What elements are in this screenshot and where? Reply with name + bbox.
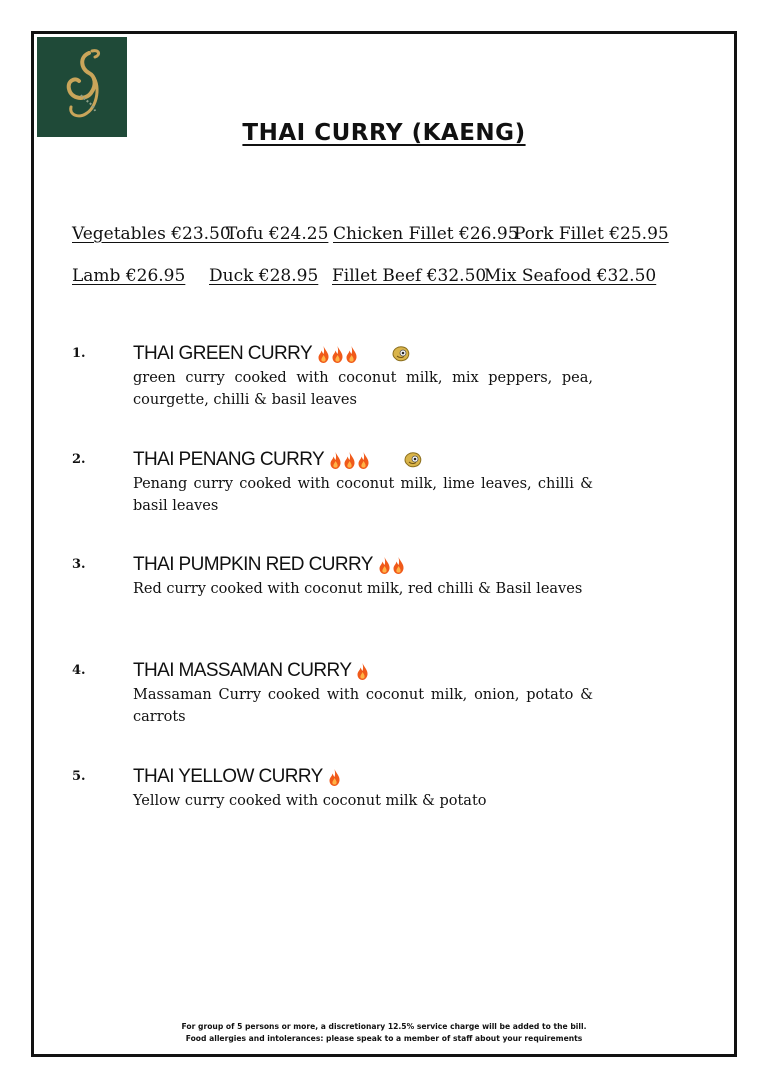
vegan-option-icon: [391, 345, 411, 363]
spice-level: [329, 769, 340, 786]
chilli-flame-icon: [344, 452, 355, 469]
dish-title-row: [133, 659, 593, 683]
dish-title-row: [133, 553, 593, 577]
chilli-flame-icon: [332, 346, 343, 363]
dish-item: [133, 342, 593, 411]
dish-name: THAI YELLOW CURRY: [133, 766, 323, 787]
dish-item: [133, 765, 593, 812]
dish-title-row: [133, 448, 593, 472]
dish-item: [133, 448, 593, 517]
price-duck: Duck €28.95: [209, 266, 319, 286]
chilli-flame-icon: [330, 452, 341, 469]
price-fillet-beef: Fillet Beef €32.50: [332, 266, 487, 286]
price-pork-fillet: Pork Fillet €25.95: [514, 224, 669, 244]
dish-name: THAI PUMPKIN RED CURRY: [133, 554, 373, 575]
spice-level: [379, 557, 404, 574]
dish-title-row: [133, 765, 593, 789]
chilli-flame-icon: [393, 557, 404, 574]
dish-description: Penang curry cooked with coconut milk, lime leaves, chilli & basil leaves: [133, 476, 593, 514]
dish-name: THAI GREEN CURRY: [133, 343, 313, 364]
spice-level: [330, 452, 369, 469]
spice-level: [357, 663, 368, 680]
chilli-flame-icon: [358, 452, 369, 469]
dish-number: 4.: [72, 663, 86, 678]
chilli-flame-icon: [379, 557, 390, 574]
dish-number: 3.: [72, 557, 86, 572]
dish-item: [133, 553, 593, 600]
chilli-flame-icon: [329, 769, 340, 786]
page-border: [31, 31, 737, 1057]
dish-description: Yellow curry cooked with coconut milk & potato: [133, 793, 487, 809]
chilli-flame-icon: [357, 663, 368, 680]
dish-item: [133, 659, 593, 728]
dish-number: 5.: [72, 769, 86, 784]
price-mix-seafood: Mix Seafood €32.50: [484, 266, 657, 286]
dish-name: THAI MASSAMAN CURRY: [133, 660, 352, 681]
price-tofu: Tofu €24.25: [226, 224, 329, 244]
allergy-note: Food allergies and intolerances: please speak to a member of staff about your requirements: [185, 1034, 583, 1043]
price-vegetables: Vegetables €23.50: [72, 224, 231, 244]
dish-description: Red curry cooked with coconut milk, red chilli & Basil leaves: [133, 581, 583, 597]
page-title: THAI CURRY (KAENG): [242, 120, 526, 146]
vegan-option-icon: [403, 451, 423, 469]
spice-level: [318, 346, 357, 363]
price-lamb: Lamb €26.95: [72, 266, 186, 286]
dish-description: Massaman Curry cooked with coconut milk, onion, potato & carrots: [133, 687, 593, 725]
price-chicken-fillet: Chicken Fillet €26.95: [333, 224, 519, 244]
footer-notice: [0, 1021, 768, 1045]
dish-title-row: [133, 342, 593, 366]
dish-description: green curry cooked with coconut milk, mix peppers, pea, courgette, chilli & basil leaves: [133, 370, 593, 408]
dish-number: 1.: [72, 346, 86, 361]
chilli-flame-icon: [318, 346, 329, 363]
dish-name: THAI PENANG CURRY: [133, 449, 325, 470]
service-charge-note: For group of 5 persons or more, a discretionary 12.5% service charge will be added to the bill.: [181, 1022, 587, 1031]
dish-number: 2.: [72, 452, 86, 467]
chilli-flame-icon: [346, 346, 357, 363]
swan-logo-icon: [59, 49, 105, 125]
